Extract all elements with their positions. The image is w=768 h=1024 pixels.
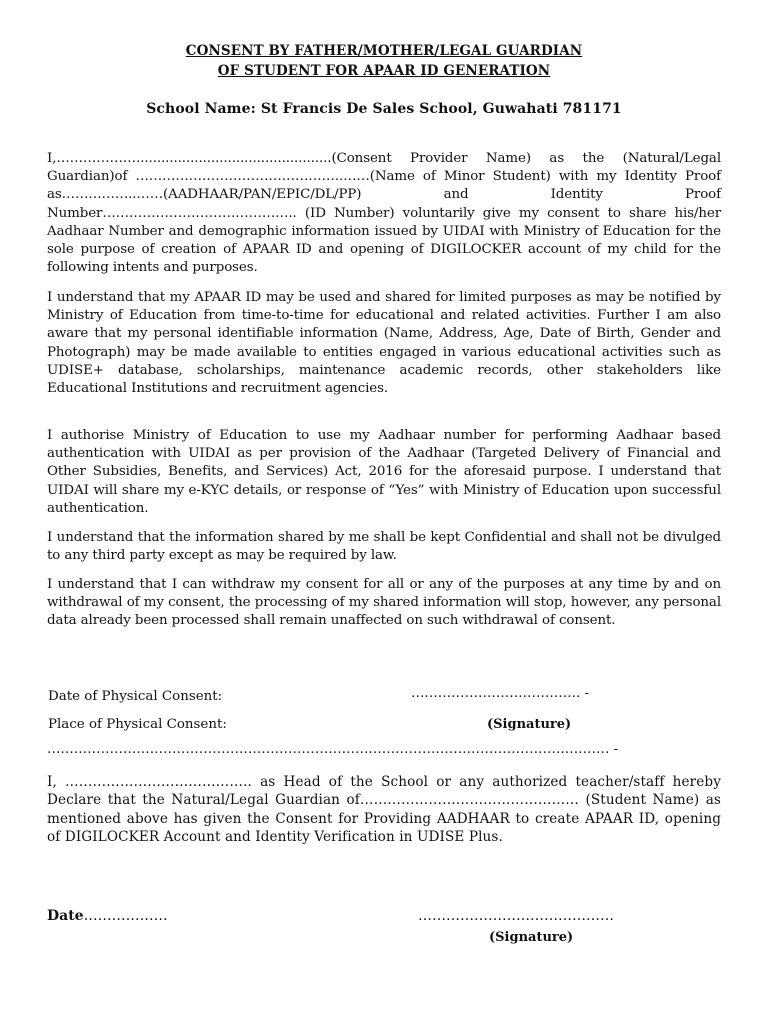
consent-paragraph-1: I,………………...............................................(Consent Provider Name) as the (Natural/Legal Guardian)of ………………………………………..……(Name of Minor Student) with my Identity Proof as……………..……(AADHAAR/PAN/EPIC/DL/PP) and Identity Proof Number…………………………………….. (ID Number) voluntarily give my consent to share his/her Aadhaar Number and demographic information issued by UIDAI with Ministry of Education for the sole purpose of creation of APAAR ID and opening of DIGILOCKER account of my child for the following intents and purposes. — [47, 151, 721, 276]
school-name: School Name: St Francis De Sales School, Guwahati 781171 — [146, 101, 622, 117]
form-title-line-1 — [0, 43, 768, 59]
consent-paragraph-3: I authorise Ministry of Education to use my Aadhaar number for performing Aadhaar based authentication with UIDAI as per provision of the Aadhaar (Targeted Delivery of Financial and Other Subsidies, Benefits, and Services) Act, 2016 for the aforesaid purpose. I understand that UIDAI will share my e-KYC details, or response of “Yes” with Ministry of Education upon successful authentication. — [47, 428, 721, 516]
form-title-line-2 — [0, 63, 768, 79]
consent-paragraph-2: I understand that my APAAR ID may be used and shared for limited purposes as may be notified by Ministry of Education from time-to-time for educational and related activities. Further I am also aware that my personal identifiable information (Name, Address, Age, Date of Birth, Gender and Photograph) may be made available to entities engaged in various educational activities such as UDISE+ database, scholarships, maintenance academic records, other stakeholders like Educational Institutions and recruitment agencies. — [47, 290, 721, 397]
guardian-signature-label: (Signature) — [487, 717, 572, 732]
declaration-date-dots: ……………… — [83, 908, 168, 924]
school-declaration-paragraph: I, ………………………………….. as Head of the School or any authorized teacher/staff hereby Declare that the Natural/Legal Guardian of………………………………………… (Student Name) as mentioned above has given the Consent for Providing AADHAAR to create APAAR ID, opening of DIGILOCKER Account and Identity Verification in UDISE Plus. — [47, 774, 721, 846]
consent-paragraph-5: I understand that I can withdraw my consent for all or any of the purposes at any time by and on withdrawal of my consent, the processing of my shared information will stop, however, any personal data already been processed shall remain unaffected on such withdrawal of consent. — [47, 577, 721, 629]
school-signature-label: (Signature) — [489, 930, 574, 945]
consent-paragraph-4: I understand that the information shared by me shall be kept Confidential and shall not be divulged to any third party except as may be required by law. — [47, 530, 721, 564]
section-separator: ……………………………………………………………………………………………………………… - — [47, 742, 619, 757]
date-of-consent-label: Date of Physical Consent: — [48, 689, 223, 704]
declaration-date-label: Date — [47, 908, 84, 924]
form-title-line-1-text: CONSENT BY FATHER/MOTHER/LEGAL GUARDIAN — [185, 43, 583, 59]
form-title-line-2-text: OF STUDENT FOR APAAR ID GENERATION — [217, 63, 551, 79]
school-signature-line: …………………………………… — [418, 908, 614, 924]
place-of-consent-label: Place of Physical Consent: — [48, 717, 227, 732]
guardian-signature-line: ……………………………….. - — [411, 686, 589, 701]
declaration-date-field — [47, 908, 168, 924]
